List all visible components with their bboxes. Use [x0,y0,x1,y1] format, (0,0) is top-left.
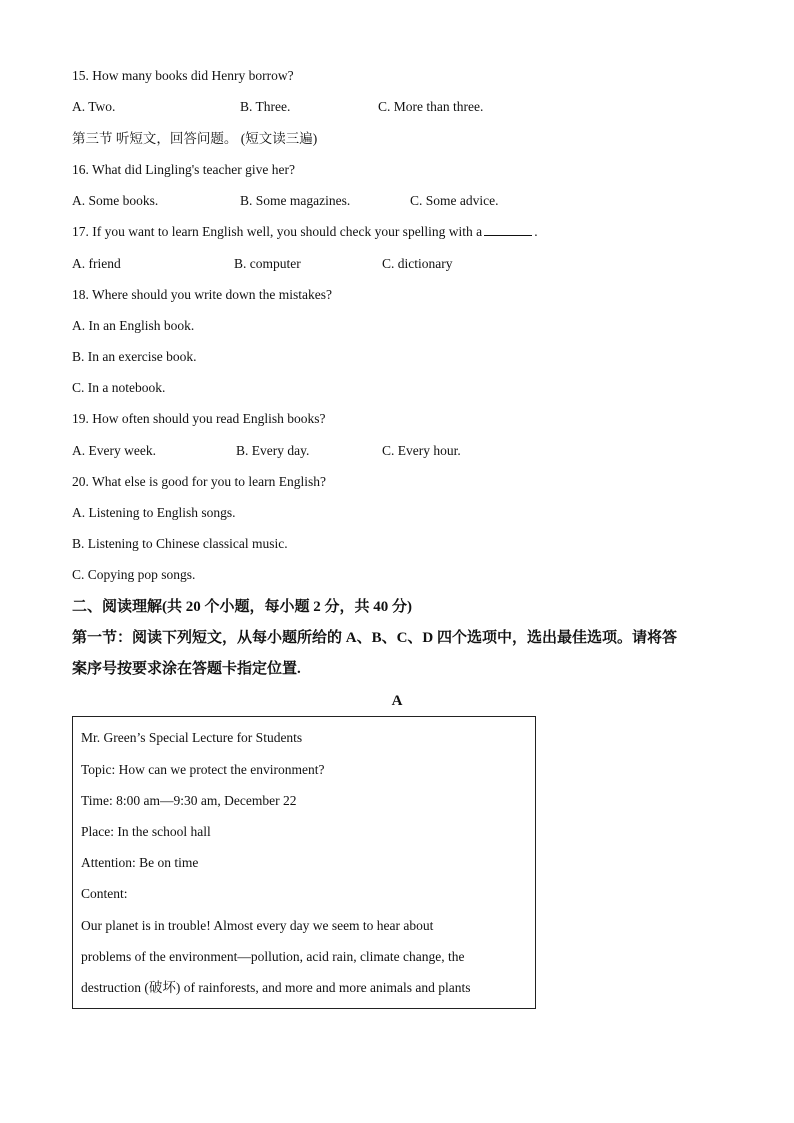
option-c: C. Copying pop songs. [72,567,196,582]
option-b: B. Some magazines. [240,193,351,208]
passage-line: Content: [81,886,128,901]
option-c: C. In a notebook. [72,380,166,395]
option-a: A. Two. [72,99,116,114]
option-b: B. computer [234,256,301,271]
option-b: B. Every day. [236,443,310,458]
part-instruction-line-2: 案序号按要求涂在答题卡指定位置. [72,661,301,677]
options-16 [72,193,712,209]
passage-line: Topic: How can we protect the environment? [81,762,325,777]
question-19: 19. How often should you read English books? [72,411,326,426]
option-a: A. friend [72,256,121,271]
option-c: C. dictionary [382,256,453,271]
option-c: C. Some advice. [410,193,499,208]
question-17 [72,224,538,240]
option-c: C. Every hour. [382,443,461,458]
section-heading: 第三节 听短文，回答问题。 (短文读三遍) [72,131,318,146]
question-16: 16. What did Lingling's teacher give her? [72,162,295,177]
passage-line: Place: In the school hall [81,824,211,839]
question-text: 17. If you want to learn English well, you should check your spelling with a [72,224,483,239]
option-a: A. In an English book. [72,318,195,333]
passage-box [72,716,536,1009]
option-c: C. More than three. [378,99,484,114]
part-title: 二、阅读理解(共 20 个小题，每小题 2 分，共 40 分) [72,599,412,615]
passage-line: Our planet is in trouble! Almost every day we seem to hear about [81,918,434,933]
option-a: A. Listening to English songs. [72,505,236,520]
passage-line: destruction (破坏) of rainforests, and more and more animals and plants [81,980,471,995]
option-b: B. In an exercise book. [72,349,197,364]
question-end: . [534,224,538,239]
passage-line: problems of the environment—pollution, acid rain, climate change, the [81,949,465,964]
question-15: 15. How many books did Henry borrow? [72,68,294,83]
question-18: 18. Where should you write down the mistakes? [72,287,332,302]
option-b: B. Listening to Chinese classical music. [72,536,288,551]
options-19 [72,443,712,459]
passage-line: Time: 8:00 am—9:30 am, December 22 [81,793,297,808]
passage-line: Attention: Be on time [81,855,199,870]
passage-line: Mr. Green’s Special Lecture for Students [81,730,303,745]
option-a: A. Every week. [72,443,156,458]
answer-blank [484,234,532,236]
option-a: A. Some books. [72,193,159,208]
question-20: 20. What else is good for you to learn English? [72,474,326,489]
part-instruction-line-1: 第一节：阅读下列短文，从每小题所给的 A、B、C、D 四个选项中，选出最佳选项。请将答 [72,630,678,646]
passage-label: A [391,693,403,709]
option-b: B. Three. [240,99,291,114]
options-15 [72,99,712,115]
options-17 [72,256,712,272]
